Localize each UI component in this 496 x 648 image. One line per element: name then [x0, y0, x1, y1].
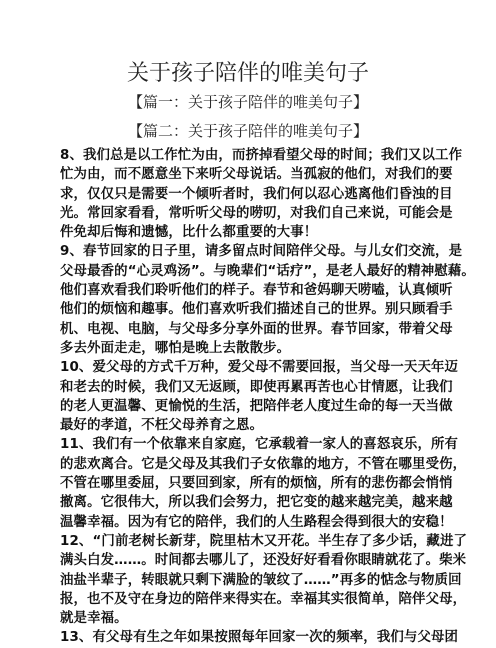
body-line: 和老去的时候，我们又无返顾，即使再累再苦也心甘情愿，让我们 [60, 379, 453, 395]
body-line: 求，仅仅只是需要一个倾听者时，我们何以忍心逃离他们昏浊的目 [60, 186, 453, 202]
body-line: 不管在哪里委屈，只要回到家，所有的烦恼，所有的悲伤都会悄悄 [60, 476, 453, 492]
body-line: 11、我们有一个依靠来自家庭，它承载着一家人的喜怒哀乐，所有 [60, 437, 459, 453]
body-line: 件免却后悔和遗憾，比什么都重要的大事！ [60, 225, 318, 241]
body-line: 温馨幸福。因为有它的陪伴，我们的人生路程会得到很大的安稳！ [60, 514, 453, 530]
body-line: 光。常回家看看，常听听父母的唠叨，对我们自己来说，可能会是 [60, 205, 453, 221]
body-line: 多去外面走走，哪怕是晚上去散散步。 [60, 340, 291, 356]
body-line: 就是幸福。 [60, 611, 128, 627]
body-line: 9、春节回家的日子里，请多留点时间陪伴父母。与儿女们交流，是 [60, 244, 463, 260]
body-line: 报，也不及守在身边的陪伴来得实在。幸福其实很简单，陪伴父母， [60, 591, 467, 607]
body-line: 10、爱父母的方式千万种，爱父母不需要回报，当父母一天天年迈 [60, 360, 459, 376]
body-line: 满头白发……。时间都去哪儿了，还没好好看看你眼睛就花了。柴米 [60, 553, 467, 569]
body-line: 撤离。它很伟大，所以我们会努力，把它变的越来越完美，越来越 [60, 495, 453, 511]
body-line: 的悲欢离合。它是父母及其我们子女依靠的地方，不管在哪里受伤， [60, 456, 467, 472]
body-line: 最好的孝道，不枉父母养育之恩。 [60, 418, 264, 434]
body-line: 他们的烦恼和趣事。他们喜欢听我们描述自己的世界。别只顾看手 [60, 302, 453, 318]
body-line: 油盐半辈子，转眼就只剩下满脸的皱纹了……”再多的惦念与物质回 [60, 572, 462, 588]
body-line: 父母最香的“心灵鸡汤”。与晚辈们“话疗”，是老人最好的精神慰藉。 [60, 263, 475, 279]
toc-entry-part-one[interactable]: 【篇一：关于孩子陪伴的唯美句子】 [127, 93, 368, 111]
body-line: 8、我们总是以工作忙为由，而挤掉看望父母的时间；我们又以工作 [60, 148, 463, 163]
body-line: 12、“门前老树长新芽，院里枯木又开花。半生存了多少话，藏进了 [60, 533, 468, 549]
body-line: 他们喜欢看我们聆听他们的样子。春节和爸妈聊天唠嗑，认真倾听 [60, 283, 453, 299]
article-body [60, 146, 475, 648]
toc-entry-part-two[interactable]: 【篇二：关于孩子陪伴的唯美句子】 [127, 122, 368, 140]
body-line: 机、电视、电脑，与父母多分享外面的世界。春节回家，带着父母 [60, 321, 453, 337]
body-line: 忙为由，而不愿意坐下来听父母说话。当孤寂的他们，对我们的要 [60, 167, 453, 183]
body-line: 13、有父母有生之年如果按照每年回家一次的频率，我们与父母团 [60, 630, 459, 646]
body-line: 的老人更温馨、更愉悦的生活，把陪伴老人度过生命的每一天当做 [60, 398, 453, 414]
page-title: 关于孩子陪伴的唯美句子 [126, 61, 369, 86]
